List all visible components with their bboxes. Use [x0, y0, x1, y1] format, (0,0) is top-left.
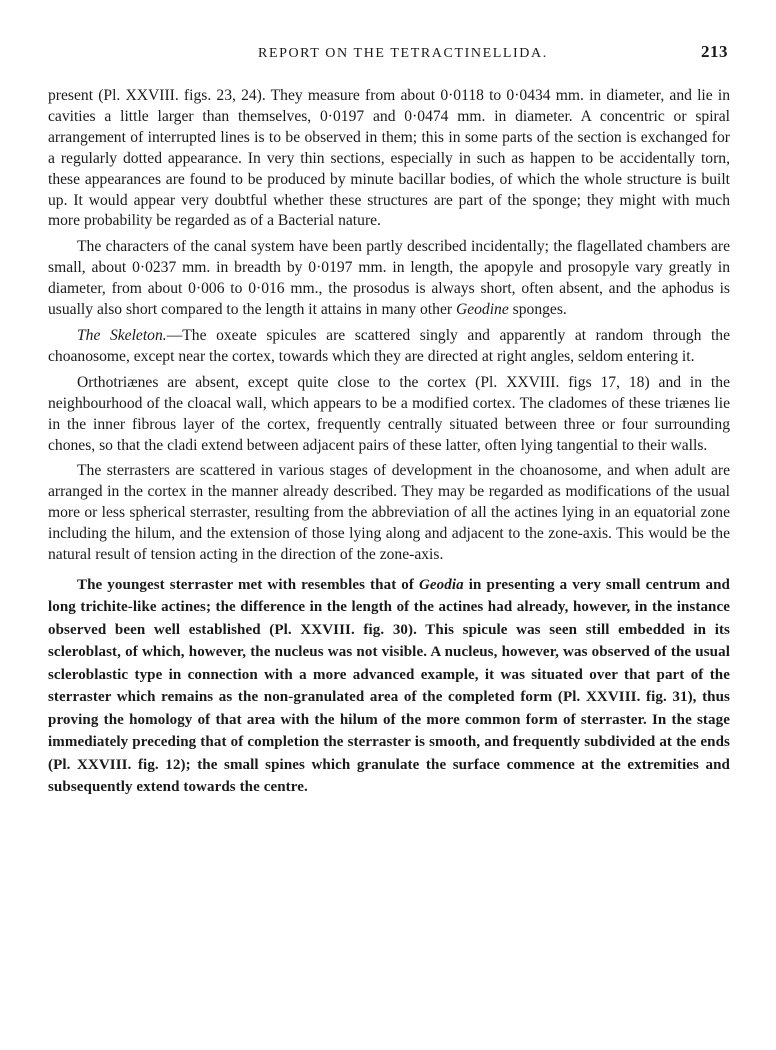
paragraph-3-text: —The oxeate spicules are scattered singly and apparently at random through the choanosome, except near the cortex, towards which they are directed at right angles, seldom entering it. [48, 326, 730, 365]
page-header [48, 40, 730, 72]
paragraph-6-genus-name: Geodia [418, 576, 464, 593]
paragraph-3 [48, 326, 730, 368]
paragraph-2-genus-name: Geodine [455, 301, 509, 319]
paragraph-2 [48, 237, 730, 321]
paragraph-2-text-b: sponges. [508, 301, 567, 319]
skeleton-heading: The Skeleton. [77, 326, 167, 344]
paragraph-5: The sterrasters are scattered in various stages of development in the choanosome, and when adult are arranged in the cortex in the manner already described. They may be regarded as modifications of the usual more or less spherical sterraster, resulting from the abbreviation of all the actines lying in an equatorial zone including the hilum, and the extension of those lying along and adjacent to the zone-axis. This would be the natural result of tension acting in the direction of the zone-axis. [48, 462, 730, 564]
paragraph-6-text-a: The youngest sterraster met with resembles that of [77, 576, 419, 593]
running-title: REPORT ON THE TETRACTINELLIDA. [258, 46, 548, 61]
paragraph-6 [48, 574, 730, 799]
paragraph-4: Orthotriænes are absent, except quite close to the cortex (Pl. XXVIII. figs 17, 18) and in the neighbourhood of the cloacal wall, which appears to be a modified cortex. The cladomes of these triænes lie in the inner fibrous layer of the cortex, frequently centrally situated between three or four surrounding chones, so that the cladi extend between adjacent pairs of these latter, often lying tangential to their walls. [48, 373, 730, 454]
page-number: 213 [701, 42, 728, 61]
paragraph-2-text-a: The characters of the canal system have been partly described incidentally; the flagellated chambers are small, about 0·0237 mm. in breadth by 0·0197 mm. in length, the apopyle and prosopyle vary greatly in diameter, from about 0·006 to 0·016 mm., the prosodus is always short, often absent, and the aphodus is usually also short compared to the length it attains in many other [48, 238, 730, 319]
document-page [48, 40, 730, 799]
paragraph-1: present (Pl. XXVIII. figs. 23, 24). They measure from about 0·0118 to 0·0434 mm. in diameter, and lie in cavities a little larger than themselves, 0·0197 and 0·0474 mm. in diameter. A concentric or spiral arrangement of interrupted lines is to be observed in them; this in some parts of the section is exchanged for a regularly dotted appearance. In very thin sections, especially in such as happen to be accidentally torn, these appearances are found to be produced by minute bacillar bodies, of which the whole structure is built up. It would appear very doubtful whether these structures are part of the sponge; they might with much more probability be regarded as of a Bacterial nature. [48, 87, 730, 230]
paragraph-6-text-b: in presenting a very small centrum and long trichite-like actines; the difference in the length of the actines had already, however, in the instance observed been well established (Pl. XXVIII. fig. 30). This spicule was seen still embedded in its scleroblast, of which, however, the nucleus was not visible. A nucleus, however, was observed of the usual scleroblastic type in connection with a more advanced example, it was situated over that part of the sterraster which remains as the non-granulated area of the completed form (Pl. XXVIII. fig. 31), thus proving the homology of that area with the hilum of the more common form of sterraster. In the stage immediately preceding that of completion the sterraster is smooth, and frequently subdivided at the ends (Pl. XXVIII. fig. 12); the small spines which granulate the surface commence at the extremities and subsequently extend towards the centre. [48, 576, 730, 796]
